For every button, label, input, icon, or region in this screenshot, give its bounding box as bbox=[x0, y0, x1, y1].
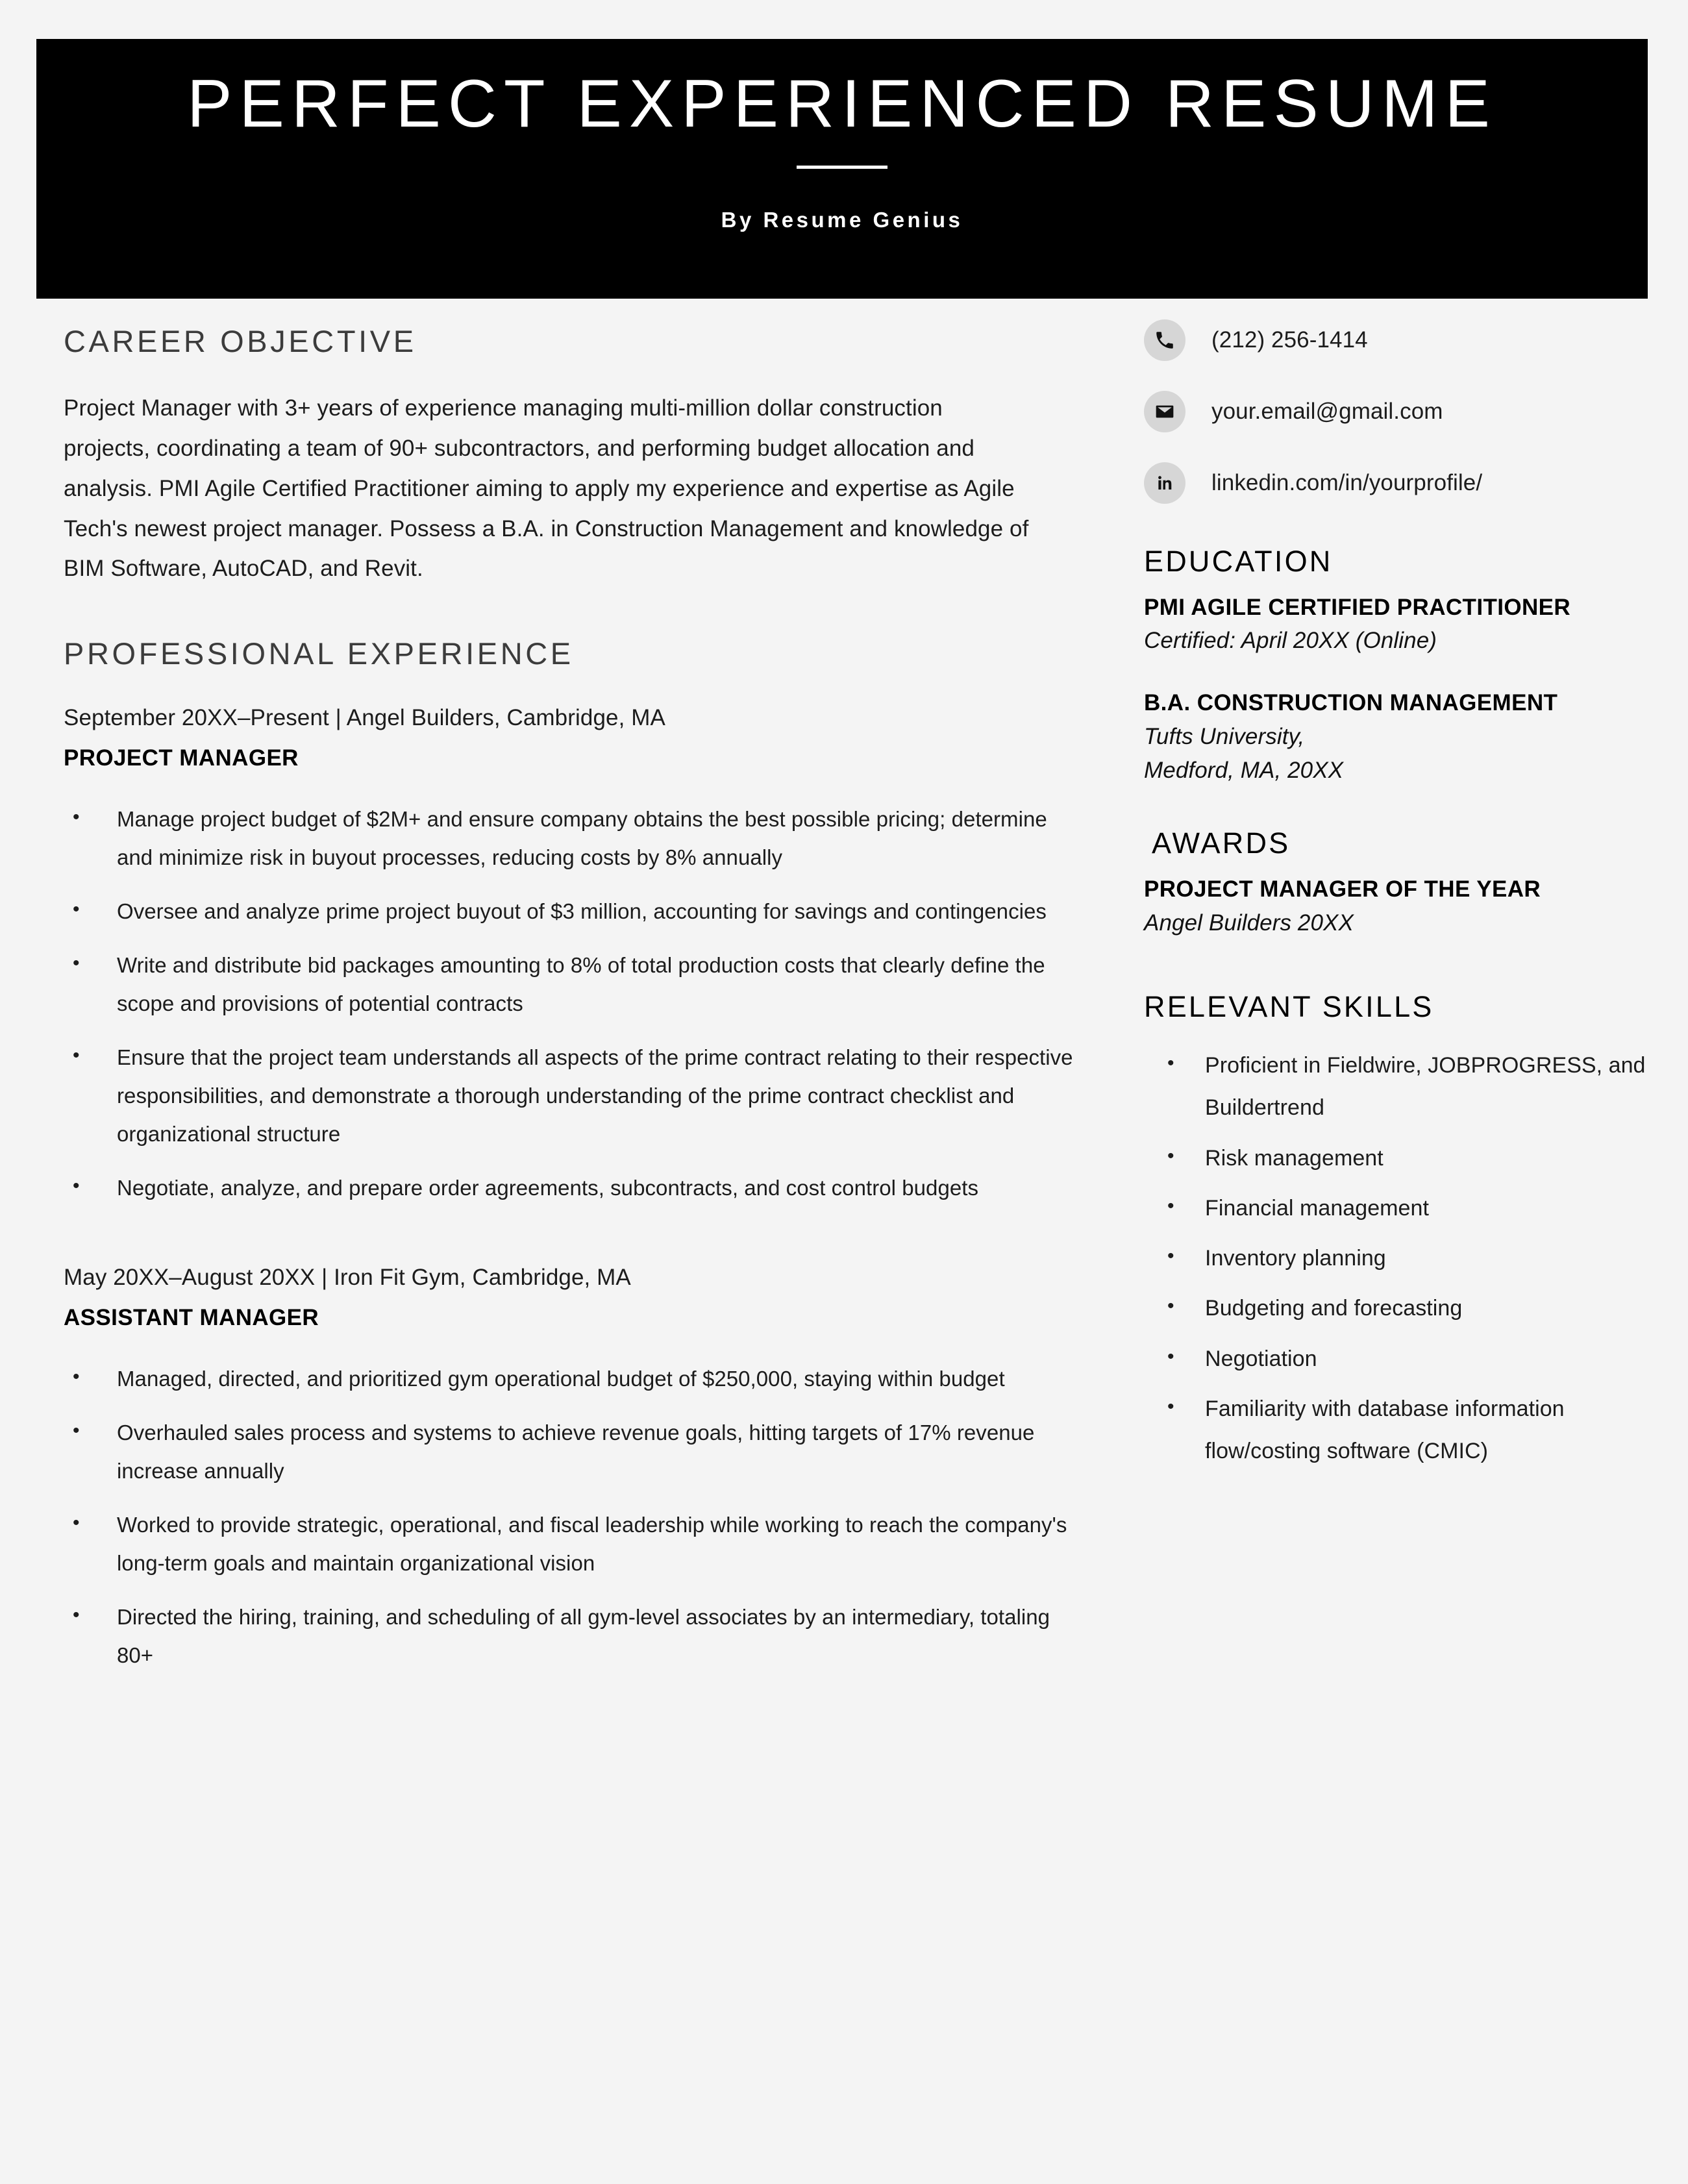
skill-item: • Negotiation bbox=[1162, 1338, 1657, 1380]
education-entry-title: B.A. CONSTRUCTION MANAGEMENT bbox=[1144, 690, 1558, 716]
job-bullet: • Overhauled sales process and systems to achieve revenue goals, hitting targets of 17% revenue increase annually bbox=[64, 1413, 1076, 1490]
left-column bbox=[64, 325, 1076, 1690]
linkedin-url: linkedin.com/in/yourprofile/ bbox=[1211, 470, 1483, 495]
awards-section bbox=[1144, 827, 1657, 939]
email-address: your.email@gmail.com bbox=[1211, 399, 1443, 424]
job-bullet: • Oversee and analyze prime project buyout of $3 million, accounting for savings and contingencies bbox=[64, 892, 1076, 930]
awards-heading: AWARDS bbox=[1152, 826, 1291, 860]
professional-experience-section bbox=[64, 637, 1076, 1674]
education-entry-detail: Certified: April 20XX (Online) bbox=[1144, 628, 1437, 654]
education-entry bbox=[1144, 686, 1657, 787]
career-objective-section bbox=[64, 325, 1076, 589]
skill-item: • Inventory planning bbox=[1162, 1237, 1657, 1280]
job-bullet-list bbox=[64, 800, 1076, 1208]
education-heading: EDUCATION bbox=[1144, 545, 1333, 578]
job-bullet: • Negotiate, analyze, and prepare order agreements, subcontracts, and cost control budgets bbox=[64, 1169, 1076, 1207]
linkedin-icon bbox=[1144, 462, 1185, 504]
header-divider bbox=[797, 166, 887, 169]
job-bullet: • Managed, directed, and prioritized gym operational budget of $250,000, staying within budget bbox=[64, 1359, 1076, 1398]
skill-item: • Risk management bbox=[1162, 1137, 1657, 1180]
job-entry bbox=[64, 701, 1076, 1207]
skill-item: • Financial management bbox=[1162, 1187, 1657, 1230]
skill-item: • Proficient in Fieldwire, JOBPROGRESS, and Buildertrend bbox=[1162, 1045, 1657, 1130]
job-bullet: • Ensure that the project team understands all aspects of the prime contract relating to their respective responsibilities, and demonstrate a thorough understanding of the prime contract checklist and organizational structure bbox=[64, 1038, 1076, 1153]
career-objective-heading: CAREER OBJECTIVE bbox=[64, 324, 417, 358]
contact-row-linkedin[interactable] bbox=[1144, 462, 1657, 504]
job-bullet: • Directed the hiring, training, and scheduling of all gym-level associates by an intermediary, totaling 80+ bbox=[64, 1598, 1076, 1674]
job-meta: September 20XX–Present | Angel Builders, Cambridge, MA bbox=[64, 705, 665, 731]
relevant-skills-heading: RELEVANT SKILLS bbox=[1144, 989, 1434, 1023]
education-entry-title: PMI AGILE CERTIFIED PRACTITIONER bbox=[1144, 594, 1571, 620]
email-icon bbox=[1144, 391, 1185, 432]
contact-list bbox=[1144, 319, 1657, 504]
relevant-skills-section bbox=[1144, 991, 1657, 1473]
education-entry-detail: Medford, MA, 20XX bbox=[1144, 757, 1344, 783]
education-entry-detail: Tufts University, bbox=[1144, 723, 1305, 749]
job-bullet: • Write and distribute bid packages amounting to 8% of total production costs that clearly define the scope and provisions of potential contracts bbox=[64, 946, 1076, 1023]
award-entry bbox=[1144, 873, 1657, 940]
job-bullet: • Manage project budget of $2M+ and ensure company obtains the best possible pricing; determine and minimize risk in buyout processes, reducing costs by 8% annually bbox=[64, 800, 1076, 876]
phone-number: (212) 256-1414 bbox=[1211, 327, 1368, 353]
job-title: ASSISTANT MANAGER bbox=[64, 1305, 319, 1331]
job-title: PROJECT MANAGER bbox=[64, 745, 299, 771]
skill-item: • Familiarity with database information flow/costing software (CMIC) bbox=[1162, 1388, 1657, 1473]
professional-experience-heading: PROFESSIONAL EXPERIENCE bbox=[64, 636, 574, 671]
page-title: PERFECT EXPERIENCED RESUME bbox=[187, 66, 1497, 142]
job-bullet-list bbox=[64, 1359, 1076, 1674]
skill-item: • Budgeting and forecasting bbox=[1162, 1287, 1657, 1330]
header-banner bbox=[36, 39, 1648, 299]
right-column bbox=[1144, 319, 1657, 1480]
job-bullet: • Worked to provide strategic, operational, and fiscal leadership while working to reach the company's long-term goals and maintain organizational vision bbox=[64, 1506, 1076, 1582]
phone-icon bbox=[1144, 319, 1185, 361]
header-byline: By Resume Genius bbox=[721, 208, 963, 232]
contact-row-phone[interactable] bbox=[1144, 319, 1657, 361]
job-entry bbox=[64, 1260, 1076, 1674]
award-entry-title: PROJECT MANAGER OF THE YEAR bbox=[1144, 876, 1541, 902]
award-entry-detail: Angel Builders 20XX bbox=[1144, 910, 1354, 936]
job-meta: May 20XX–August 20XX | Iron Fit Gym, Cambridge, MA bbox=[64, 1265, 631, 1291]
education-section bbox=[1144, 545, 1657, 787]
contact-row-email[interactable] bbox=[1144, 391, 1657, 432]
skills-list bbox=[1144, 1045, 1657, 1472]
career-objective-text: Project Manager with 3+ years of experience managing multi-million dollar construction projects, coordinating a team of 90+ subcontractors, and performing budget allocation and analysis. PMI Agile Certified Practitioner aiming to apply my experience and expertise as Agile Tech's newest project manager. Possess a B.A. in Construction Management and knowledge of BIM Software, AutoCAD, and Revit. bbox=[64, 395, 1029, 582]
education-entry bbox=[1144, 591, 1657, 658]
